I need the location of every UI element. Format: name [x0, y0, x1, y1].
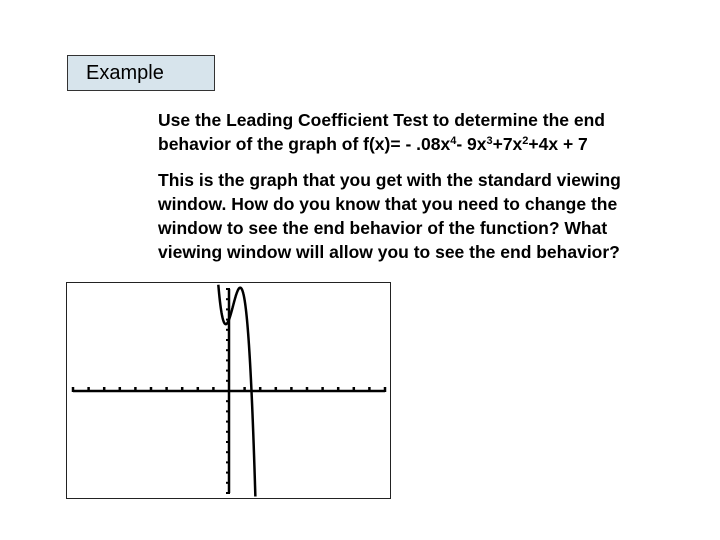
- exponent-4: 4: [450, 135, 457, 147]
- exponent-3: 3: [486, 135, 493, 147]
- exponent-2: 2: [522, 135, 529, 147]
- calculator-graph-screen: [66, 282, 391, 499]
- function-part-2: - 9x: [456, 134, 487, 154]
- question-text: [158, 168, 621, 264]
- function-graph: [67, 283, 392, 500]
- example-title: Example: [86, 62, 164, 84]
- question-line-2: window. How do you know that you need to change the: [158, 194, 618, 214]
- function-part-3: +7x: [492, 134, 523, 154]
- problem-line-2: [158, 134, 588, 154]
- function-part-4: +4x + 7: [528, 134, 588, 154]
- problem-line-1: Use the Leading Coefficient Test to determine the end: [158, 110, 605, 130]
- question-line-3: window to see the end behavior of the function? What: [158, 218, 608, 238]
- problem-statement: [158, 108, 605, 156]
- question-line-4: viewing window will allow you to see the end behavior?: [158, 242, 620, 262]
- example-title-box: [67, 55, 215, 91]
- function-part-1: behavior of the graph of f(x)= - .08x: [158, 134, 451, 154]
- question-line-1: This is the graph that you get with the standard viewing: [158, 170, 621, 190]
